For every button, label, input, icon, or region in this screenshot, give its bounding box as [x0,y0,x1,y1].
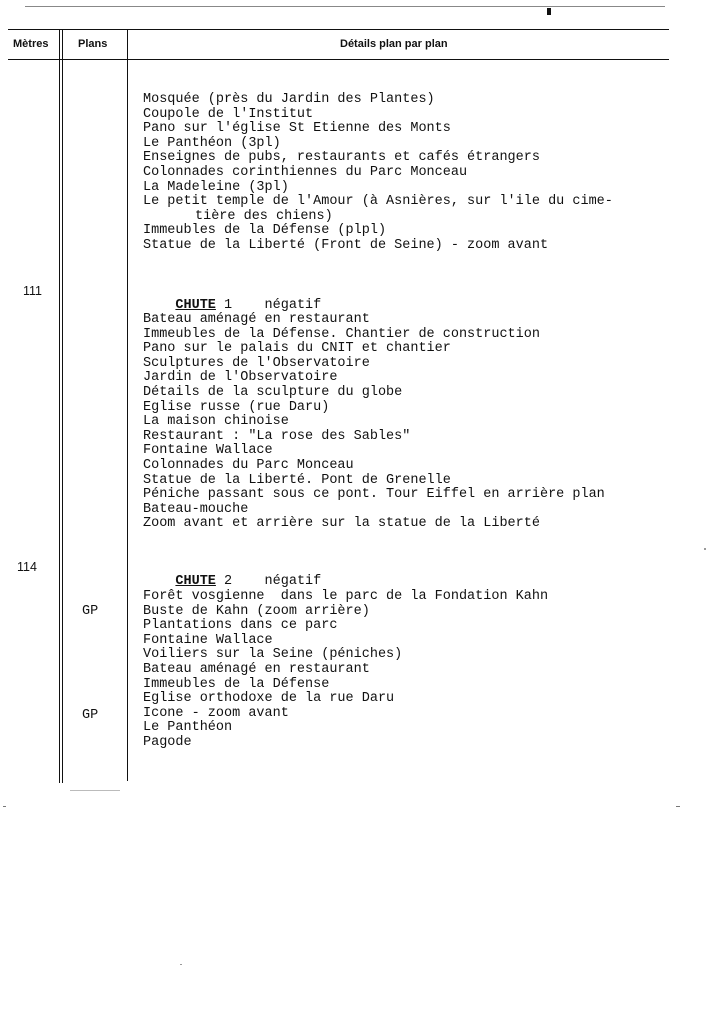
detail-line: Fontaine Wallace [143,443,273,459]
header-plans: Plans [78,38,108,50]
detail-line: Le petit temple de l'Amour (à Asnières, sur l'ile du cime- [143,194,613,210]
scan-speck [704,548,706,550]
detail-line: Statue de la Liberté. Pont de Grenelle [143,472,451,488]
chute-title: CHUTE [175,573,216,589]
column-divider-1 [59,29,60,783]
scan-mark [547,8,551,15]
chute-status: négatif [264,297,322,313]
scan-speck [70,790,120,791]
detail-line: Buste de Kahn (zoom arrière) [143,603,370,619]
detail-line: Détails de la sculpture du globe [143,385,403,400]
detail-line: Bateau aménagé en restaurant [143,662,370,677]
detail-line: Statue de la Liberté (Front de Seine) - zoom avant [143,238,549,253]
detail-line: Coupole de l'Institut [143,106,314,122]
detail-line: Pano sur l'église St Etienne des Monts [143,121,451,137]
table-top-rule [8,29,669,30]
detail-line: Bateau-mouche [143,501,249,517]
detail-line: Jardin de l'Observatoire [143,370,338,386]
table-header-rule [8,59,669,60]
meter-value: 111 [23,284,43,298]
detail-line: Bateau aménagé en restaurant [143,312,370,327]
chute-title: CHUTE [175,297,216,313]
detail-line: La Madeleine (3pl) [143,179,289,195]
detail-line: Sculptures de l'Observatoire [143,355,370,371]
detail-line: La maison chinoise [143,414,289,430]
chute-number: 1 [224,297,233,313]
detail-line: Voiliers sur la Seine (péniches) [143,647,403,663]
top-scan-line [25,6,665,7]
plan-code: GP [82,708,99,723]
detail-line: Péniche passant sous ce pont. Tour Eiffel en arrière plan [143,487,605,503]
detail-line: Enseignes de pubs, restaurants et cafés étrangers [143,150,540,166]
detail-line: Colonnades corinthiennes du Parc Monceau [143,165,468,180]
scan-speck [3,806,6,807]
detail-line: tière des chiens) [195,208,333,224]
detail-line: Mosquée (près du Jardin des Plantes) [143,92,435,107]
chute-number: 2 [224,573,233,589]
column-divider-2 [62,29,63,783]
header-details: Détails plan par plan [340,38,448,50]
detail-line: Forêt vosgienne dans le parc de la Fondation Kahn [143,589,549,604]
header-meters: Mètres [13,38,49,50]
detail-line: Zoom avant et arrière sur la statue de la Liberté [143,516,540,532]
detail-line: Icone - zoom avant [143,705,289,721]
detail-line: Immeubles de la Défense (plpl) [143,223,387,239]
detail-line: Plantations dans ce parc [143,618,338,634]
detail-line: Restaurant : "La rose des Sables" [143,428,411,444]
detail-line: Le Panthéon [143,720,233,736]
detail-line: Colonnades du Parc Monceau [143,458,354,473]
detail-line: Eglise russe (rue Daru) [143,399,330,415]
detail-line: Eglise orthodoxe de la rue Daru [143,691,395,707]
detail-line: Le Panthéon (3pl) [143,135,281,151]
detail-line: Pagode [143,735,192,750]
column-divider-3 [127,29,128,781]
detail-line: Immeubles de la Défense. Chantier de construction [143,326,540,342]
detail-line: Fontaine Wallace [143,632,273,648]
scan-speck [676,806,680,807]
plan-code: GP [82,604,99,619]
chute-status: négatif [264,573,322,589]
detail-line: Immeubles de la Défense [143,676,330,692]
scan-speck [180,964,182,965]
meter-value: 114 [17,560,37,574]
detail-line: Pano sur le palais du CNIT et chantier [143,341,451,357]
